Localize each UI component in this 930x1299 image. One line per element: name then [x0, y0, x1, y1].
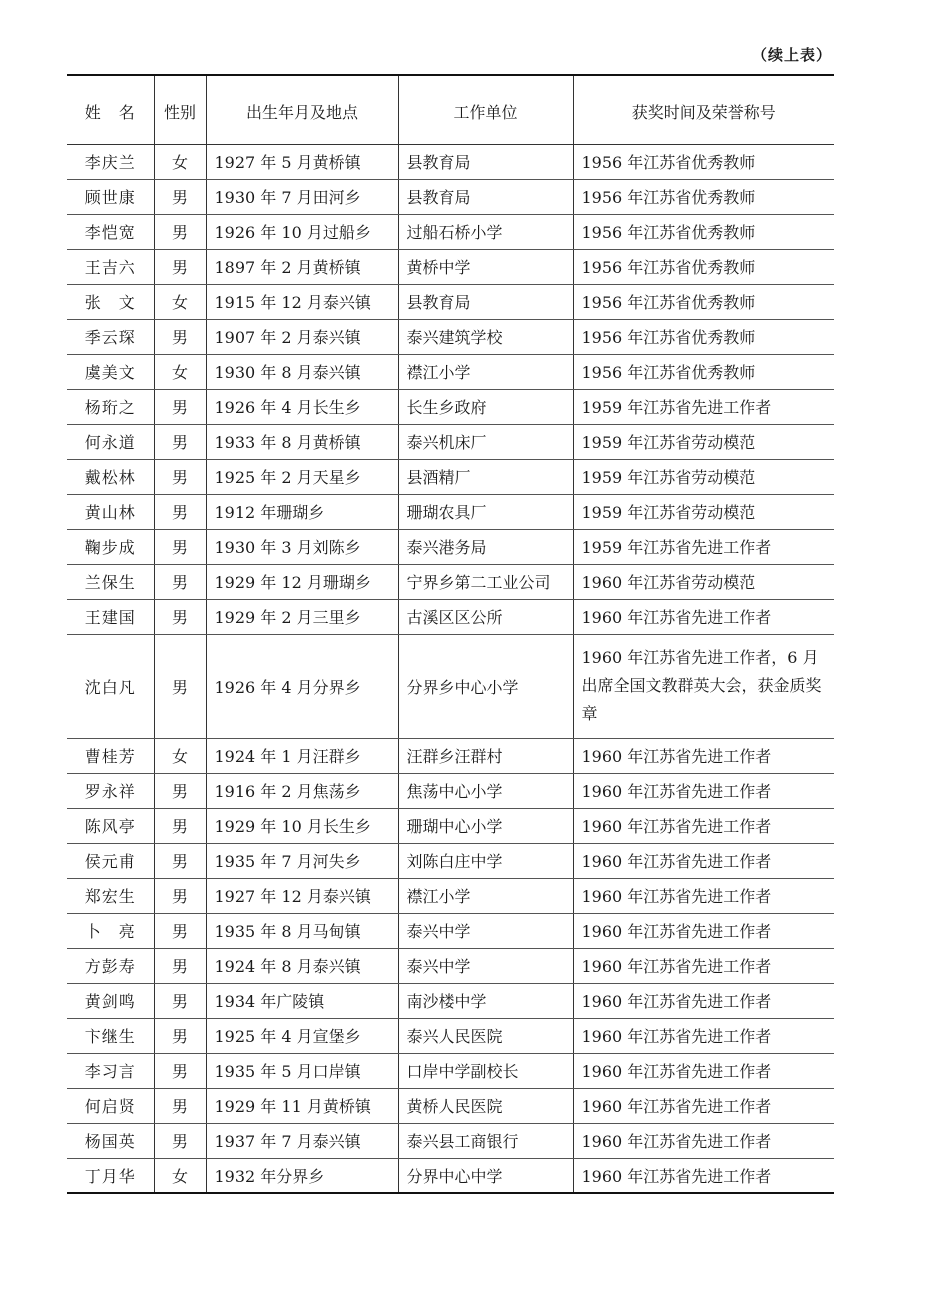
cell-award: 1960 年江苏省先进工作者 [573, 1123, 834, 1158]
cell-name: 王吉六 [67, 249, 154, 284]
continued-table-label: （续上表） [751, 46, 832, 64]
cell-award: 1959 年江苏省劳动模范 [573, 494, 834, 529]
table-row [67, 564, 834, 599]
cell-birth: 1927 年 5 月黄桥镇 [206, 144, 398, 179]
cell-birth: 1916 年 2 月焦荡乡 [206, 773, 398, 808]
cell-unit: 刘陈白庄中学 [398, 843, 573, 878]
cell-sex: 男 [154, 1053, 206, 1088]
cell-birth: 1897 年 2 月黄桥镇 [206, 249, 398, 284]
cell-award: 1960 年江苏省先进工作者 [573, 1088, 834, 1123]
cell-birth: 1933 年 8 月黄桥镇 [206, 424, 398, 459]
header-sex: 性别 [154, 75, 206, 144]
honors-table [67, 74, 834, 1194]
header-unit: 工作单位 [398, 75, 573, 144]
table-header-row [67, 75, 834, 144]
cell-unit: 泰兴机床厂 [398, 424, 573, 459]
cell-name: 曹桂芳 [67, 738, 154, 773]
table-row [67, 634, 834, 738]
table-row [67, 529, 834, 564]
cell-unit: 古溪区区公所 [398, 599, 573, 634]
cell-sex: 男 [154, 494, 206, 529]
table-row [67, 1088, 834, 1123]
cell-sex: 男 [154, 599, 206, 634]
table-row [67, 284, 834, 319]
cell-sex: 女 [154, 144, 206, 179]
cell-unit: 南沙楼中学 [398, 983, 573, 1018]
cell-name: 杨珩之 [67, 389, 154, 424]
cell-birth: 1935 年 5 月口岸镇 [206, 1053, 398, 1088]
cell-unit: 口岸中学副校长 [398, 1053, 573, 1088]
cell-sex: 男 [154, 179, 206, 214]
table-row [67, 144, 834, 179]
cell-name: 戴松林 [67, 459, 154, 494]
cell-award: 1960 年江苏省先进工作者 [573, 1018, 834, 1053]
cell-name: 虞美文 [67, 354, 154, 389]
cell-award: 1960 年江苏省先进工作者 [573, 948, 834, 983]
cell-unit: 泰兴中学 [398, 913, 573, 948]
cell-sex: 男 [154, 634, 206, 738]
cell-award: 1956 年江苏省优秀教师 [573, 284, 834, 319]
table-row [67, 1123, 834, 1158]
cell-birth: 1925 年 2 月天星乡 [206, 459, 398, 494]
cell-award: 1956 年江苏省优秀教师 [573, 249, 834, 284]
cell-unit: 宁界乡第二工业公司 [398, 564, 573, 599]
cell-name: 季云琛 [67, 319, 154, 354]
cell-name: 侯元甫 [67, 843, 154, 878]
cell-name: 郑宏生 [67, 878, 154, 913]
cell-name: 丁月华 [67, 1158, 154, 1193]
cell-birth: 1926 年 4 月分界乡 [206, 634, 398, 738]
cell-unit: 黄桥人民医院 [398, 1088, 573, 1123]
cell-unit: 泰兴港务局 [398, 529, 573, 564]
cell-sex: 男 [154, 1088, 206, 1123]
cell-unit: 泰兴人民医院 [398, 1018, 573, 1053]
cell-award: 1960 年江苏省先进工作者 [573, 1158, 834, 1193]
table-row [67, 319, 834, 354]
cell-unit: 县教育局 [398, 284, 573, 319]
table-row [67, 1158, 834, 1193]
cell-sex: 女 [154, 738, 206, 773]
cell-name: 何永道 [67, 424, 154, 459]
cell-name: 黄剑鸣 [67, 983, 154, 1018]
table-row [67, 843, 834, 878]
cell-sex: 女 [154, 1158, 206, 1193]
cell-award: 1956 年江苏省优秀教师 [573, 319, 834, 354]
cell-birth: 1929 年 12 月珊瑚乡 [206, 564, 398, 599]
cell-award: 1956 年江苏省优秀教师 [573, 354, 834, 389]
table-row [67, 948, 834, 983]
cell-sex: 男 [154, 983, 206, 1018]
table-row [67, 878, 834, 913]
cell-award: 1960 年江苏省先进工作者 [573, 773, 834, 808]
cell-birth: 1924 年 1 月汪群乡 [206, 738, 398, 773]
cell-birth: 1912 年珊瑚乡 [206, 494, 398, 529]
cell-name: 卜 亮 [67, 913, 154, 948]
cell-unit: 襟江小学 [398, 354, 573, 389]
cell-sex: 男 [154, 913, 206, 948]
cell-birth: 1935 年 7 月河失乡 [206, 843, 398, 878]
cell-birth: 1929 年 11 月黄桥镇 [206, 1088, 398, 1123]
table-row [67, 424, 834, 459]
table-row [67, 179, 834, 214]
cell-award: 1960 年江苏省先进工作者 [573, 738, 834, 773]
cell-award: 1959 年江苏省先进工作者 [573, 529, 834, 564]
cell-award: 1956 年江苏省优秀教师 [573, 214, 834, 249]
cell-name: 陈风亭 [67, 808, 154, 843]
cell-name: 王建国 [67, 599, 154, 634]
cell-name: 杨国英 [67, 1123, 154, 1158]
cell-unit: 分界乡中心小学 [398, 634, 573, 738]
cell-sex: 男 [154, 249, 206, 284]
cell-award: 1956 年江苏省优秀教师 [573, 144, 834, 179]
cell-sex: 女 [154, 354, 206, 389]
cell-name: 张 文 [67, 284, 154, 319]
cell-sex: 男 [154, 808, 206, 843]
table-body [67, 144, 834, 1193]
cell-award: 1960 年江苏省先进工作者 [573, 913, 834, 948]
table-row [67, 1018, 834, 1053]
cell-unit: 珊瑚中心小学 [398, 808, 573, 843]
cell-unit: 襟江小学 [398, 878, 573, 913]
table-row [67, 913, 834, 948]
table-row [67, 354, 834, 389]
cell-birth: 1932 年分界乡 [206, 1158, 398, 1193]
cell-birth: 1930 年 7 月田河乡 [206, 179, 398, 214]
cell-birth: 1915 年 12 月泰兴镇 [206, 284, 398, 319]
table-row [67, 459, 834, 494]
cell-name: 李恺宽 [67, 214, 154, 249]
cell-name: 卞继生 [67, 1018, 154, 1053]
cell-name: 方彭寿 [67, 948, 154, 983]
cell-birth: 1907 年 2 月泰兴镇 [206, 319, 398, 354]
cell-sex: 男 [154, 424, 206, 459]
cell-birth: 1925 年 4 月宣堡乡 [206, 1018, 398, 1053]
cell-unit: 泰兴建筑学校 [398, 319, 573, 354]
cell-birth: 1930 年 3 月刘陈乡 [206, 529, 398, 564]
cell-unit: 过船石桥小学 [398, 214, 573, 249]
cell-award: 1960 年江苏省先进工作者，6 月出席全国文教群英大会，获金质奖章 [573, 634, 834, 738]
cell-sex: 男 [154, 1123, 206, 1158]
cell-unit: 长生乡政府 [398, 389, 573, 424]
cell-award: 1959 年江苏省劳动模范 [573, 459, 834, 494]
cell-sex: 男 [154, 564, 206, 599]
table-row [67, 494, 834, 529]
cell-award: 1960 年江苏省先进工作者 [573, 808, 834, 843]
cell-name: 罗永祥 [67, 773, 154, 808]
cell-birth: 1929 年 2 月三里乡 [206, 599, 398, 634]
cell-sex: 女 [154, 284, 206, 319]
table-row [67, 773, 834, 808]
cell-birth: 1930 年 8 月泰兴镇 [206, 354, 398, 389]
cell-sex: 男 [154, 773, 206, 808]
cell-name: 黄山林 [67, 494, 154, 529]
cell-name: 鞠步成 [67, 529, 154, 564]
table-row [67, 1053, 834, 1088]
cell-award: 1960 年江苏省先进工作者 [573, 843, 834, 878]
table-row [67, 599, 834, 634]
cell-unit: 黄桥中学 [398, 249, 573, 284]
cell-birth: 1929 年 10 月长生乡 [206, 808, 398, 843]
cell-sex: 男 [154, 878, 206, 913]
cell-unit: 珊瑚农具厂 [398, 494, 573, 529]
cell-sex: 男 [154, 389, 206, 424]
cell-sex: 男 [154, 1018, 206, 1053]
cell-sex: 男 [154, 459, 206, 494]
cell-unit: 县教育局 [398, 179, 573, 214]
cell-birth: 1926 年 10 月过船乡 [206, 214, 398, 249]
cell-name: 兰保生 [67, 564, 154, 599]
cell-birth: 1926 年 4 月长生乡 [206, 389, 398, 424]
cell-award: 1960 年江苏省劳动模范 [573, 564, 834, 599]
table-row [67, 808, 834, 843]
cell-unit: 汪群乡汪群村 [398, 738, 573, 773]
cell-sex: 男 [154, 214, 206, 249]
cell-name: 顾世康 [67, 179, 154, 214]
cell-unit: 县教育局 [398, 144, 573, 179]
cell-name: 李习言 [67, 1053, 154, 1088]
header-birth: 出生年月及地点 [206, 75, 398, 144]
cell-unit: 泰兴中学 [398, 948, 573, 983]
table-row [67, 389, 834, 424]
cell-award: 1960 年江苏省先进工作者 [573, 599, 834, 634]
cell-sex: 男 [154, 948, 206, 983]
cell-sex: 男 [154, 843, 206, 878]
cell-birth: 1937 年 7 月泰兴镇 [206, 1123, 398, 1158]
cell-award: 1959 年江苏省先进工作者 [573, 389, 834, 424]
table-row [67, 249, 834, 284]
cell-unit: 泰兴县工商银行 [398, 1123, 573, 1158]
cell-award: 1960 年江苏省先进工作者 [573, 1053, 834, 1088]
cell-birth: 1934 年广陵镇 [206, 983, 398, 1018]
cell-award: 1960 年江苏省先进工作者 [573, 878, 834, 913]
cell-name: 何启贤 [67, 1088, 154, 1123]
cell-birth: 1935 年 8 月马甸镇 [206, 913, 398, 948]
cell-unit: 焦荡中心小学 [398, 773, 573, 808]
table-row [67, 983, 834, 1018]
cell-birth: 1924 年 8 月泰兴镇 [206, 948, 398, 983]
cell-birth: 1927 年 12 月泰兴镇 [206, 878, 398, 913]
table-row [67, 214, 834, 249]
cell-sex: 男 [154, 529, 206, 564]
header-name: 姓 名 [67, 75, 154, 144]
cell-name: 李庆兰 [67, 144, 154, 179]
cell-award: 1956 年江苏省优秀教师 [573, 179, 834, 214]
cell-award: 1960 年江苏省先进工作者 [573, 983, 834, 1018]
cell-unit: 分界中心中学 [398, 1158, 573, 1193]
cell-name: 沈白凡 [67, 634, 154, 738]
header-award: 获奖时间及荣誉称号 [573, 75, 834, 144]
cell-award: 1959 年江苏省劳动模范 [573, 424, 834, 459]
table-row [67, 738, 834, 773]
cell-unit: 县酒精厂 [398, 459, 573, 494]
cell-sex: 男 [154, 319, 206, 354]
